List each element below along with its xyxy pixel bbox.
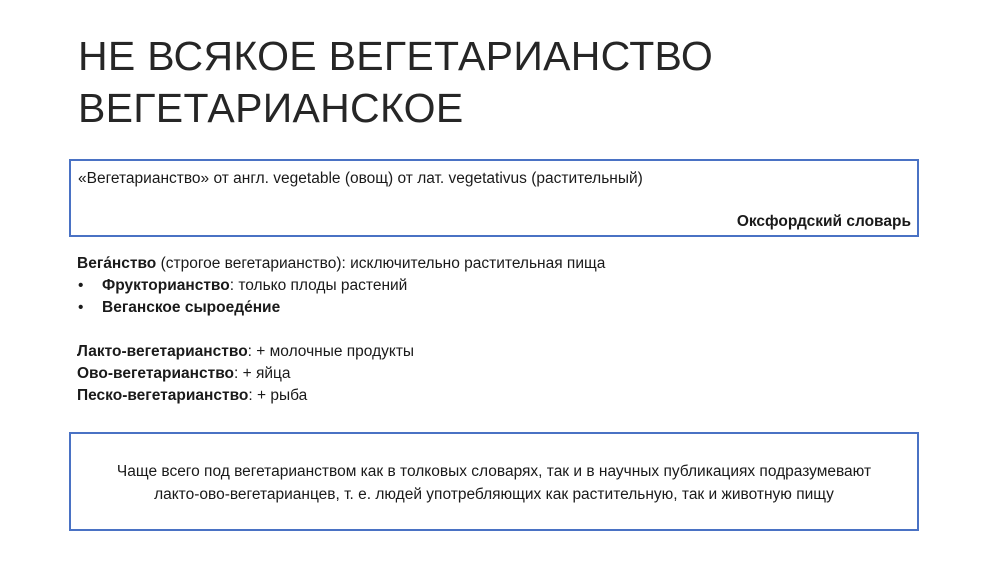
- variant-line: [77, 363, 937, 385]
- subtype-description: : только плоды растений: [229, 277, 408, 294]
- veganism-subtypes-list: [77, 275, 937, 319]
- slide-title-line-1: НЕ ВСЯКОЕ ВЕГЕТАРИАНСТВО: [78, 33, 714, 79]
- note-text: [71, 460, 917, 506]
- subtype-term: Фрукторианство: [102, 277, 230, 294]
- variant-description: : + рыба: [248, 387, 308, 404]
- veganism-term: Вега́нство: [77, 255, 157, 272]
- note-line-1: Чаще всего под вегетарианством как в толковых словарях, так и в научных публикациях подразумевают: [116, 463, 872, 480]
- variant-line: [77, 341, 937, 363]
- variant-description: : + яйца: [234, 365, 291, 382]
- list-item: [77, 275, 937, 297]
- quote-source: Оксфордский словарь: [736, 213, 911, 230]
- variant-description: : + молочные продукты: [247, 343, 415, 360]
- slide-title: [78, 30, 958, 134]
- veganism-description: (строгое вегетарианство): исключительно растительная пища: [156, 255, 606, 272]
- variant-term: Песко-вегетарианство: [77, 387, 249, 404]
- bullet-marker: •: [78, 299, 84, 316]
- note-box: [69, 432, 919, 531]
- subtype-term: Веганское сыроеде́ние: [102, 299, 281, 316]
- veganism-definition: [77, 253, 937, 275]
- note-line-2: лакто-ово-вегетарианцев, т. е. людей употребляющих как растительную, так и животную пищу: [154, 486, 834, 503]
- list-item: [77, 297, 937, 319]
- variant-line: [77, 385, 937, 407]
- definition-box: [69, 159, 919, 237]
- body-content: [77, 253, 937, 407]
- variant-term: Ово-вегетарианство: [77, 365, 235, 382]
- slide-title-line-2: ВЕГЕТАРИАНСКОЕ: [78, 85, 464, 131]
- variant-term: Лакто-вегетарианство: [77, 343, 248, 360]
- bullet-marker: •: [78, 277, 84, 294]
- etymology-quote: «Вегетарианство» от англ. vegetable (овощ) от лат. vegetativus (растительный): [78, 170, 643, 187]
- spacer: [77, 319, 937, 341]
